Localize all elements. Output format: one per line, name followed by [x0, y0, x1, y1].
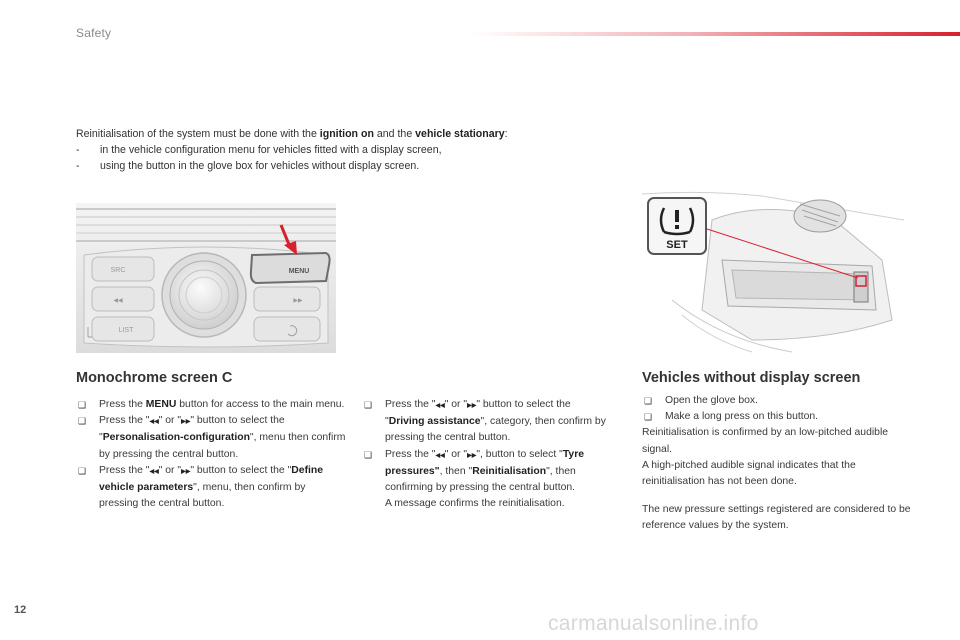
forward-icon: ▶▶ — [181, 419, 191, 426]
src-button-label: SRC — [110, 267, 126, 274]
forward-icon: ▶▶ — [467, 452, 477, 459]
rewind-icon: ◀◀ — [435, 452, 445, 459]
forward-icon: ▶▶ — [467, 403, 477, 409]
step-item: ❑ Make a long press on this button. — [642, 409, 912, 425]
list-button-label: LIST — [118, 327, 134, 334]
checkbox-marker-icon: ❑ — [364, 400, 373, 410]
header-accent-bar — [470, 32, 960, 36]
checkbox-marker-icon: ❑ — [78, 465, 87, 476]
checkbox-marker-icon: ❑ — [364, 449, 373, 460]
forward-icon: ▶▶ — [293, 298, 303, 304]
intro-bullet: - using the button in the glove box for vehicles without display screen. — [76, 160, 420, 172]
checkbox-marker-icon: ❑ — [644, 396, 653, 406]
rewind-icon: ◀◀ — [113, 298, 123, 304]
console-menu-figure — [76, 203, 336, 353]
glovebox-set-figure — [642, 190, 904, 356]
rewind-icon: ◀◀ — [435, 403, 445, 409]
heading-monochrome-screen: Monochrome screen C — [76, 370, 233, 386]
watermark: carmanualsonline.info — [548, 612, 759, 635]
step-item: ❑ Press the "◀◀" or "▶▶", button to select "Tyre pressures", then "Reinitialisation", then confirming by pressing the central button. A message confirms the reinitialisation. — [364, 448, 585, 510]
checkbox-marker-icon: ❑ — [644, 412, 653, 423]
monochrome-steps-continued — [362, 397, 612, 512]
intro-bullet: - in the vehicle configuration menu for vehicles fitted with a display screen, — [76, 144, 442, 156]
intro-line: Reinitialisation of the system must be done with the ignition on and the vehicle stationary: — [76, 128, 508, 140]
checkbox-marker-icon: ❑ — [78, 400, 87, 410]
section-title: Safety — [76, 26, 112, 40]
step-item: ❑ Press the "◀◀" or "▶▶" button to select the "Driving assistance", category, then confirm by pressing the central button. — [364, 399, 606, 444]
tyre-pressure-set-button-icon — [648, 198, 706, 254]
vehicles-without-display-steps — [642, 393, 912, 535]
step-item: ❑ Press the MENU button for access to the main menu. — [76, 397, 346, 413]
set-button-label: SET — [666, 239, 688, 251]
rewind-icon: ◀◀ — [149, 468, 159, 475]
monochrome-steps — [76, 397, 346, 512]
forward-icon: ▶▶ — [181, 468, 191, 475]
step-item: ❑ Press the "◀◀" or "▶▶" button to select the "Define vehicle parameters", menu, then confirm by pressing the central button. — [78, 464, 324, 510]
heading-vehicles-without-display: Vehicles without display screen — [642, 370, 861, 386]
page-number: 12 — [14, 604, 27, 616]
paragraph: The new pressure settings registered are considered to be reference values by the system. — [642, 504, 911, 532]
rewind-icon: ◀◀ — [149, 419, 159, 426]
step-item: ❑ Open the glove box. — [642, 393, 912, 409]
checkbox-marker-icon: ❑ — [78, 416, 87, 427]
menu-button-label: MENU — [288, 268, 310, 275]
paragraph: Reinitialisation is confirmed by an low-pitched audible signal. — [642, 427, 889, 455]
intro-text — [76, 126, 636, 174]
step-item: ❑ Press the "◀◀" or "▶▶" button to select the "Personalisation-configuration", menu then confirm by pressing the central button. — [78, 415, 346, 460]
paragraph: A high-pitched audible signal indicates that the reinitialisation has not been done. — [642, 459, 856, 488]
